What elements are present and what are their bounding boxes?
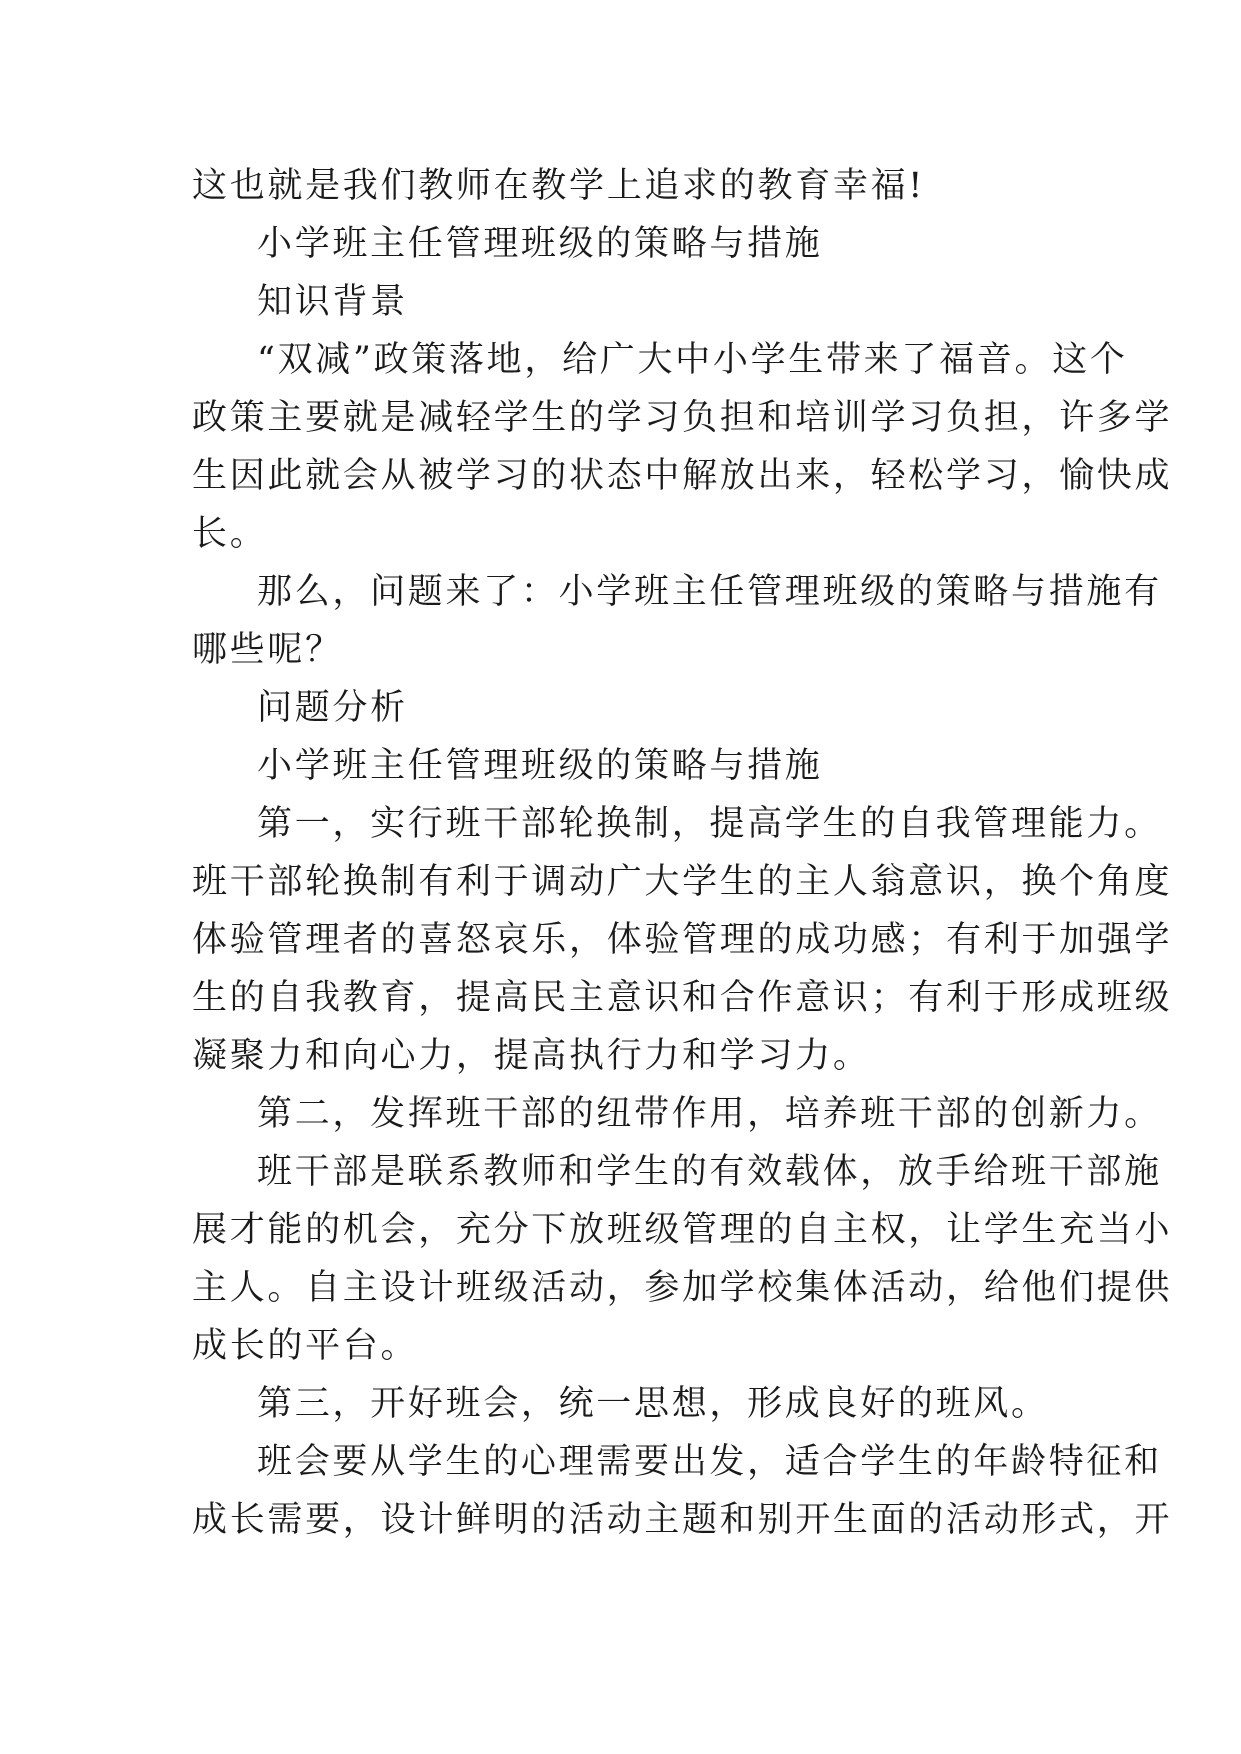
text-line: “双减”政策落地，给广大中小学生带来了福音。这个 [257,340,1128,380]
text-line: 政策主要就是减轻学生的学习负担和培训学习负担，许多学 [192,398,1173,438]
heading-line: 小学班主任管理班级的策略与措施 [257,746,823,786]
text-line: 这也就是我们教师在教学上追求的教育幸福! [192,166,926,206]
text-line: 体验管理者的喜怒哀乐，体验管理的成功感；有利于加强学 [192,920,1173,960]
text-line: 主人。自主设计班级活动，参加学校集体活动，给他们提供 [192,1268,1173,1308]
heading-line: 知识背景 [257,282,408,322]
text-line: 凝聚力和向心力，提高执行力和学习力。 [192,1036,871,1076]
text-line: 第一，实行班干部轮换制，提高学生的自我管理能力。 [257,804,1162,844]
text-line: 成长的平台。 [192,1326,419,1366]
text-line: 第二，发挥班干部的纽带作用，培养班干部的创新力。 [257,1094,1162,1134]
heading-line: 小学班主任管理班级的策略与措施 [257,224,823,264]
heading-line: 问题分析 [257,688,408,728]
text-line: 成长需要，设计鲜明的活动主题和别开生面的活动形式，开 [192,1500,1173,1540]
text-line: 第三，开好班会，统一思想，形成良好的班风。 [257,1384,1049,1424]
text-line: 那么，问题来了：小学班主任管理班级的策略与措施有 [257,572,1162,612]
text-line: 哪些呢？ [192,630,343,670]
text-line: 长。 [192,514,268,554]
text-line: 班会要从学生的心理需要出发，适合学生的年龄特征和 [257,1442,1162,1482]
text-line: 班干部轮换制有利于调动广大学生的主人翁意识，换个角度 [192,862,1173,902]
text-line: 展才能的机会，充分下放班级管理的自主权，让学生充当小 [192,1210,1173,1250]
text-line: 生的自我教育，提高民主意识和合作意识；有利于形成班级 [192,978,1173,1018]
text-line: 生因此就会从被学习的状态中解放出来，轻松学习，愉快成 [192,456,1173,496]
text-line: 班干部是联系教师和学生的有效载体，放手给班干部施 [257,1152,1162,1192]
